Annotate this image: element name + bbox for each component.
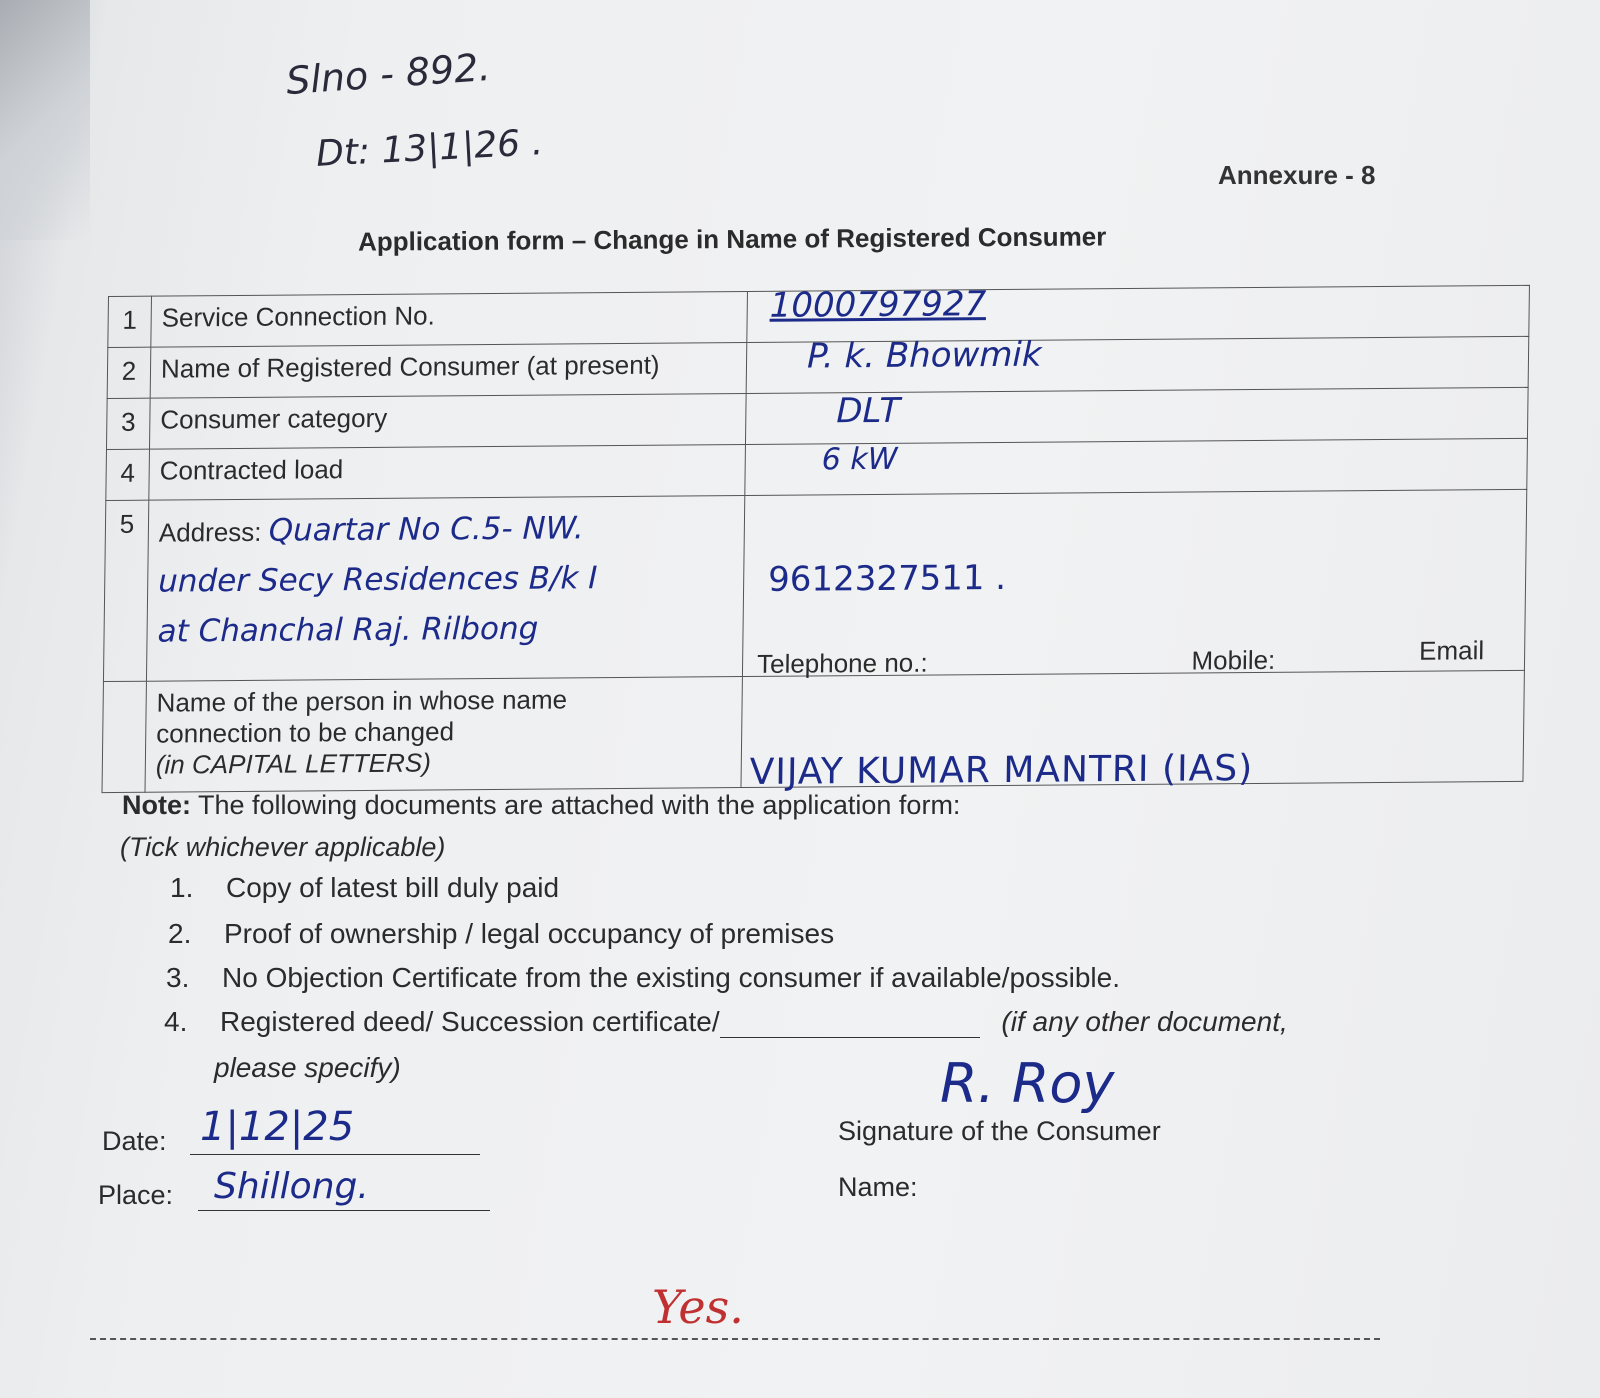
new-name-label-line-1: Name of the person in whose name — [156, 684, 568, 718]
row-number: 2 — [107, 347, 151, 398]
application-form-table — [102, 284, 1530, 793]
address-line-3: at Chanchal Raj. Rilbong — [157, 610, 539, 650]
row-number: 1 — [108, 296, 152, 347]
signature-value: R. Roy — [940, 1052, 1115, 1115]
date-value: 1|12|25 — [200, 1104, 355, 1150]
place-label: Place: — [98, 1180, 174, 1210]
row-label: Contracted load — [149, 444, 746, 500]
email-label: Email — [1418, 635, 1485, 666]
document-number: 1. — [170, 872, 194, 903]
name-label: Name: — [838, 1172, 918, 1202]
row-number — [102, 681, 146, 792]
document-text: Proof of ownership / legal occupancy of premises — [224, 918, 835, 949]
row-label: Consumer category — [149, 393, 746, 449]
document-suffix: (if any other document, — [1001, 1006, 1288, 1037]
note-bold: Note: — [122, 790, 191, 820]
row-value-cell — [747, 285, 1530, 342]
mobile-label: Mobile: — [1191, 644, 1276, 676]
signature-label: Signature of the Consumer — [838, 1116, 1161, 1146]
place-underline — [198, 1210, 490, 1211]
document-number: 2. — [168, 918, 192, 949]
handwritten-date: Dt: 13|1|26 . — [315, 122, 544, 175]
document-item — [170, 872, 559, 904]
other-document-blank — [720, 1013, 980, 1038]
new-name-value: VIJAY KUMAR MANTRI (IAS) — [749, 748, 1254, 793]
document-text: No Objection Certificate from the existing consumer if available/possible. — [222, 962, 1120, 993]
note-text — [122, 790, 960, 821]
contact-cell — [742, 489, 1526, 679]
document-item — [168, 918, 834, 950]
new-name-value-cell — [741, 670, 1524, 793]
telephone-label: Telephone no.: — [756, 647, 928, 679]
contracted-load-value: 6 kW — [821, 441, 898, 478]
row-label: Name of Registered Consumer (at present) — [150, 342, 747, 398]
annexure-label: Annexure - 8 — [1218, 160, 1376, 190]
form-title: Application form – Change in Name of Registered Consumer — [357, 221, 1107, 257]
form-row-new-name — [102, 670, 1524, 792]
note-body: The following documents are attached with the application form: — [191, 790, 961, 820]
tick-instruction: (Tick whichever applicable) — [120, 832, 446, 862]
phone-number-value: 9612327511 . — [767, 557, 1007, 600]
consumer-category-value: DLT — [836, 390, 901, 432]
service-connection-value: 1000797927 — [769, 284, 987, 326]
registered-consumer-value: P. k. Bhowmik — [806, 334, 1042, 377]
row-number: 3 — [106, 398, 150, 449]
address-line-2: under Secy Residences B/k I — [158, 560, 598, 600]
handwritten-serial: Slno - 892. — [284, 44, 492, 104]
page-shadow — [0, 0, 90, 240]
row-value-cell — [745, 387, 1528, 444]
document-text: Copy of latest bill duly paid — [226, 872, 560, 903]
row-number: 4 — [106, 449, 150, 500]
row-value-cell — [745, 438, 1528, 495]
document-text: Registered deed/ Succession certificate/ — [220, 1006, 720, 1037]
new-name-label-line-2: connection to be changed — [156, 716, 455, 749]
row-label: Service Connection No. — [151, 291, 748, 347]
new-name-label-line-3: (in CAPITAL LETTERS) — [155, 747, 432, 780]
date-label: Date: — [102, 1126, 167, 1156]
address-label: Address: — [158, 516, 262, 548]
document-continuation: please specify) — [214, 1052, 401, 1083]
new-name-label-cell — [145, 677, 742, 793]
address-cell — [146, 496, 744, 682]
document-number: 4. — [164, 1006, 188, 1037]
document-item — [166, 962, 1120, 994]
row-value-cell — [746, 336, 1529, 393]
document-item — [164, 1006, 1288, 1038]
document-number: 3. — [166, 962, 190, 993]
form-row-address — [103, 489, 1526, 681]
date-underline — [190, 1154, 480, 1155]
remark-value: Yes. — [652, 1280, 744, 1334]
bottom-dashed-line — [90, 1338, 1380, 1340]
row-number: 5 — [103, 500, 148, 681]
address-line-1: Quartar No C.5- NW. — [268, 510, 584, 549]
place-value: Shillong. — [214, 1166, 369, 1207]
